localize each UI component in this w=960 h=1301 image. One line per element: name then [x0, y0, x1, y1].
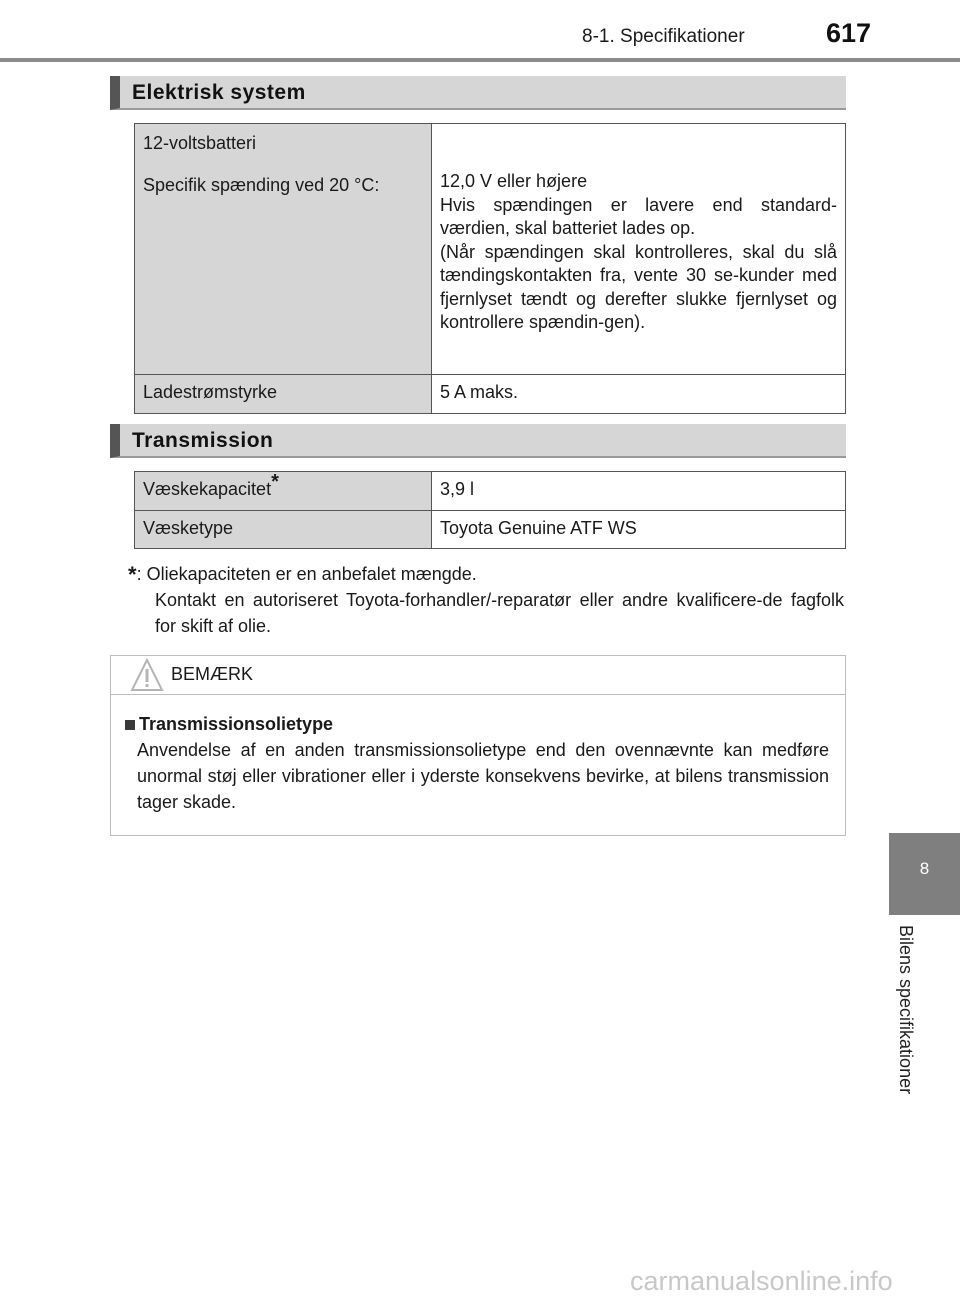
- table-cell-label: [135, 472, 432, 511]
- chapter-label: Bilens specifikationer: [896, 925, 916, 1095]
- header-section-title: 8-1. Specifikationer: [582, 26, 745, 47]
- section-heading-transmission-text: Transmission: [132, 429, 274, 452]
- voltage-check-note: (Når spændingen skal kontrolleres, skal du slå tændingskontakten fra, vente 30 se-kunder med fjernlyset tændt og derefter slukke fjernlyset og kontrollere spændin-gen).: [440, 241, 837, 332]
- chapter-tab: [889, 833, 960, 915]
- chapter-number: 8: [919, 859, 930, 878]
- battery-label: 12-voltsbatteri: [143, 133, 257, 153]
- page-number: 617: [826, 18, 872, 48]
- table-row: [135, 124, 846, 375]
- voltage-value: 12,0 V eller højere: [440, 171, 588, 191]
- table-cell-label: Væsketype: [135, 510, 432, 549]
- fluid-capacity-label: Væskekapacitet: [143, 479, 272, 499]
- footnote-text: : Oliekapaciteten er en anbefalet mængde.: [136, 564, 477, 584]
- footnote-line: [128, 560, 844, 587]
- footnote-mark: *: [128, 562, 137, 587]
- header-rule: [0, 58, 960, 62]
- section-heading-electrical: [110, 76, 846, 110]
- transmission-spec-table: [134, 471, 846, 549]
- footnote-detail: Kontakt en autoriseret Toyota-forhandler/-reparatør eller andre kvalificere-de fagfolk for skift af olie.: [155, 590, 844, 636]
- notice-label: BEMÆRK: [171, 664, 254, 684]
- table-cell-value: [432, 124, 846, 375]
- chapter-label-wrap: [896, 925, 960, 1095]
- table-row: [135, 510, 846, 549]
- table-row: [135, 472, 846, 511]
- table-row: [135, 375, 846, 414]
- bullet-square-icon: [125, 720, 135, 730]
- voltage-label: Specifik spænding ved 20 °C:: [143, 174, 380, 195]
- notice-title-text: Transmissionsolietype: [139, 714, 334, 734]
- table-cell-value: 5 A maks.: [432, 375, 846, 414]
- table-cell-label: Ladestrømstyrke: [135, 375, 432, 414]
- footnote-marker: *: [271, 471, 279, 493]
- notice-box: [110, 655, 846, 836]
- table-cell-label: [135, 124, 432, 375]
- notice-header: [111, 656, 845, 695]
- electrical-spec-table: [134, 123, 846, 414]
- table-cell-value: 3,9 l: [432, 472, 846, 511]
- section-heading-electrical-text: Elektrisk system: [132, 81, 306, 104]
- voltage-note: Hvis spændingen er lavere end standard-værdien, skal batteriet lades op.: [440, 194, 837, 238]
- table-cell-value: Toyota Genuine ATF WS: [432, 510, 846, 549]
- warning-icon: [129, 656, 165, 694]
- notice-body: [111, 695, 845, 815]
- watermark: carmanualsonline.info: [630, 1266, 893, 1296]
- notice-text: Anvendelse af en anden transmissionsolietype end den ovennævnte kan medføre unormal støj eller vibrationer eller i yderste konsekvens bevirke, at bilens transmission tager skade.: [137, 740, 829, 812]
- section-heading-transmission: [110, 424, 846, 458]
- notice-title: [125, 711, 829, 737]
- footnote: [128, 560, 844, 639]
